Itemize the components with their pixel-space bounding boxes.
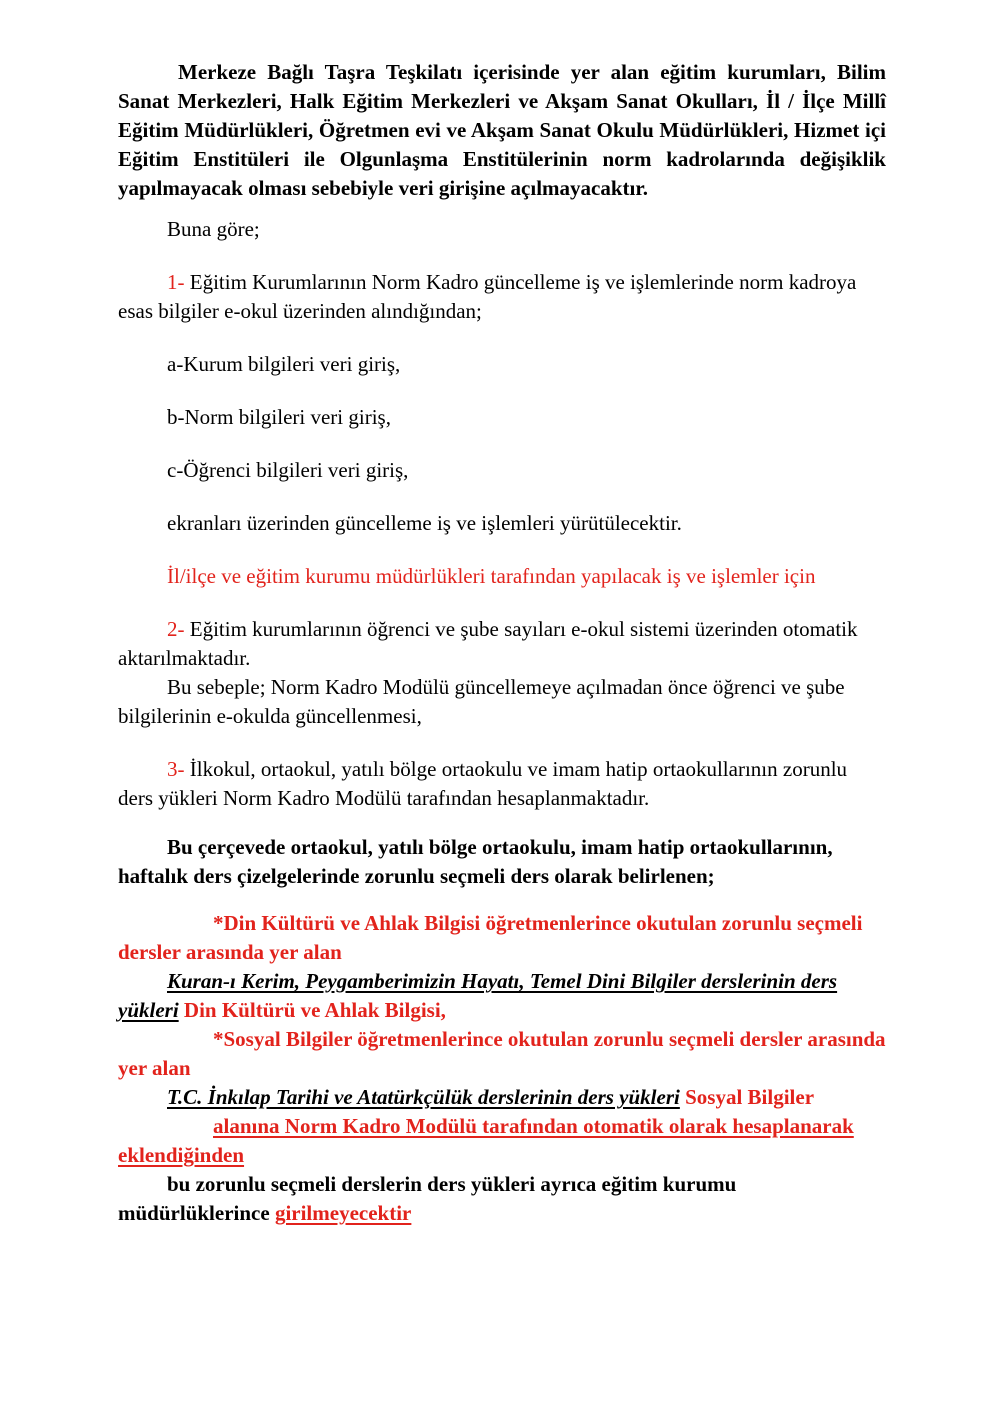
tc-underlined-text: T.C. İnkılap Tarihi ve Atatürkçülük derslerinin ders yükleri xyxy=(167,1085,680,1109)
kuran-underlined-text: Kuran-ı Kerim, Peygamberimizin Hayatı, Temel Dini Bilgiler derslerinin ders yükleri xyxy=(118,969,838,1022)
item-2-number: 2- xyxy=(167,617,185,641)
buna-gore-paragraph: Buna göre; xyxy=(167,217,260,241)
item-1-paragraph xyxy=(118,268,886,326)
item-3-number: 3- xyxy=(167,757,185,781)
item-3-text: İlkokul, ortaokul, yatılı bölge ortaokulu ve imam hatip ortaokullarının zorunlu ders yükleri Norm Kadro Modülü tarafından hesaplanmaktadır. xyxy=(118,757,848,810)
ekranlar-paragraph: ekranları üzerinden güncelleme iş ve işlemleri yürütülecektir. xyxy=(167,511,682,535)
bu-zorunlu-lead-text: bu zorunlu seçmeli derslerin ders yükleri ayrıca eğitim kurumu müdürlüklerince xyxy=(118,1172,737,1225)
item-2-paragraph xyxy=(118,615,886,673)
item-1-text: Eğitim Kurumlarının Norm Kadro güncelleme iş ve işlemlerinde norm kadroya esas bilgiler e-okul üzerinden alındığından; xyxy=(118,270,857,323)
tc-red-tail: Sosyal Bilgiler xyxy=(679,1085,815,1109)
list-item-a: a-Kurum bilgileri veri giriş, xyxy=(167,352,401,376)
bu-zorunlu-paragraph xyxy=(118,1170,886,1228)
sosyal-bilgiler-star-paragraph: *Sosyal Bilgiler öğretmenlerince okutulan zorunlu seçmeli dersler arasında yer alan xyxy=(118,1027,886,1080)
intro-paragraph: Merkeze Bağlı Taşra Teşkilatı içerisinde yer alan eğitim kurumları, Bilim Sanat Merkezleri, Halk Eğitim Merkezleri ve Akşam Sanat Okulları, İl / İlçe Millî Eğitim Müdürlükleri, Öğretmen evi ve Akşam Sanat Okulu Müdürlükleri, Hizmet içi Eğitim Enstitüleri ile Olgunlaşma Enstitülerinin norm kadrolarında değişiklik yapılmayacak olması sebebiyle veri girişine açılmayacaktır. xyxy=(118,60,886,200)
item-3-paragraph xyxy=(118,755,886,813)
girilmeyecektir-text: girilmeyecektir xyxy=(274,1201,412,1225)
alanina-paragraph: alanına Norm Kadro Modülü tarafından otomatik olarak hesaplanarak eklendiğinden xyxy=(118,1114,854,1167)
item-1-number: 1- xyxy=(167,270,185,294)
cerceve-paragraph: Bu çerçevede ortaokul, yatılı bölge ortaokulu, imam hatip ortaokullarının, haftalık ders çizelgelerinde zorunlu seçmeli ders olarak belirlenen; xyxy=(118,835,833,888)
list-item-b: b-Norm bilgileri veri giriş, xyxy=(167,405,391,429)
kuran-kerim-paragraph xyxy=(118,967,886,1025)
red-note-il-ilce: İl/ilçe ve eğitim kurumu müdürlükleri tarafından yapılacak iş ve işlemler için xyxy=(167,564,816,588)
din-kulturu-star-paragraph: *Din Kültürü ve Ahlak Bilgisi öğretmenlerince okutulan zorunlu seçmeli dersler arasında yer alan xyxy=(118,911,863,964)
kuran-red-tail: Din Kültürü ve Ahlak Bilgisi, xyxy=(178,998,446,1022)
tc-inkilap-paragraph xyxy=(118,1083,886,1112)
list-item-c: c-Öğrenci bilgileri veri giriş, xyxy=(167,458,409,482)
bu-sebeple-paragraph: Bu sebeple; Norm Kadro Modülü güncellemeye açılmadan önce öğrenci ve şube bilgilerinin e-okulda güncellenmesi, xyxy=(118,675,845,728)
item-2-text: Eğitim kurumlarının öğrenci ve şube sayıları e-okul sistemi üzerinden otomatik aktarılmaktadır. xyxy=(118,617,858,670)
